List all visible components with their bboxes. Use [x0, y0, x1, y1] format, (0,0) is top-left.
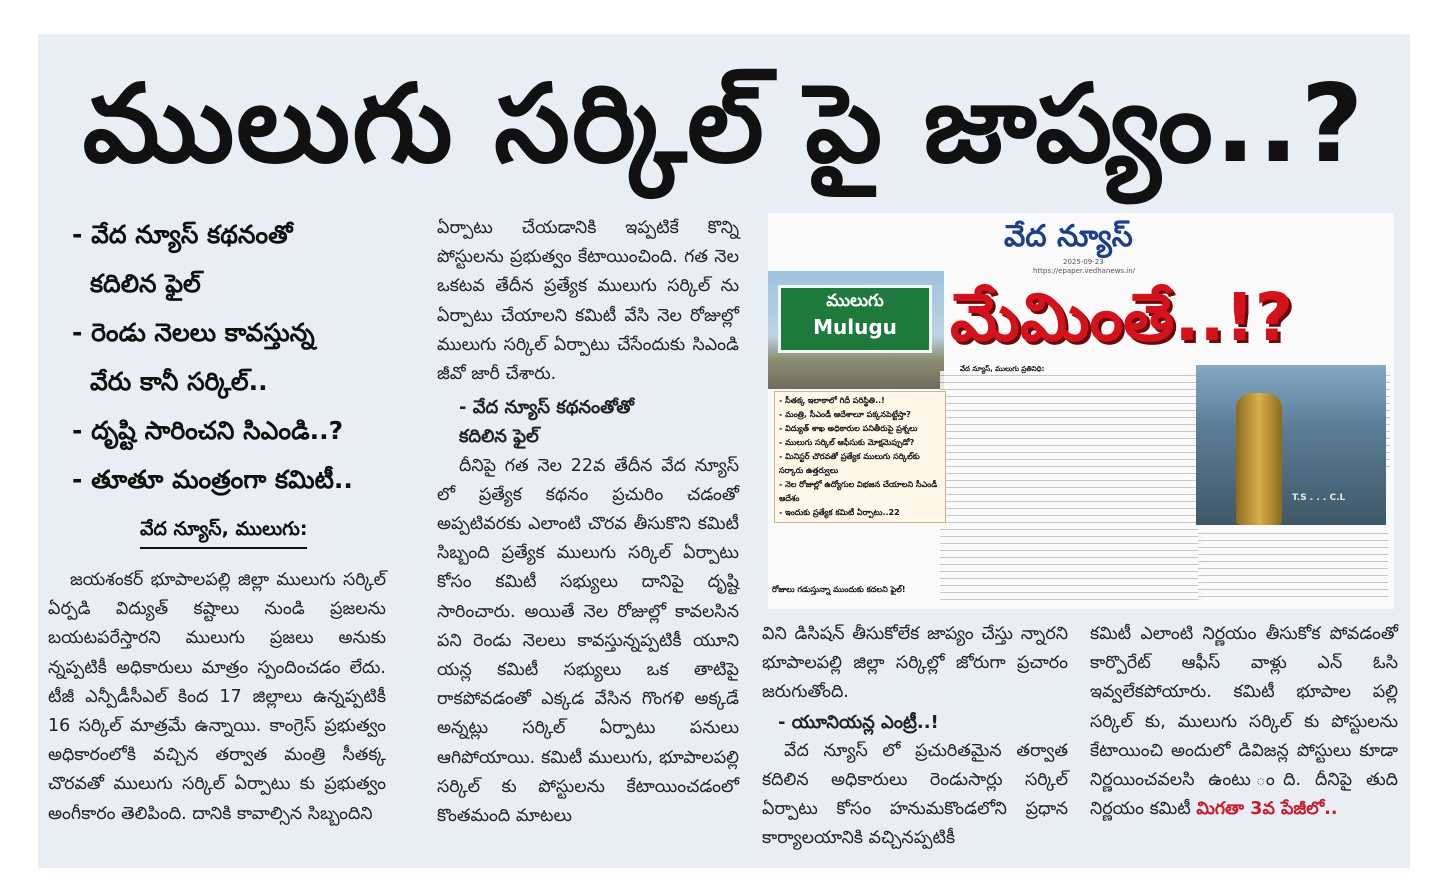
clipping-bullet: - సీతక్క ఇలాకాలో గిదీ పరిస్థితి..!: [779, 396, 885, 405]
article-column-4: [1090, 620, 1398, 824]
clipping-date: 2025-09-23: [1063, 258, 1104, 266]
paragraph: వేద న్యూస్ లో ప్రచురితమైన తర్వాత కదిలిన అధికారులు రెండుసార్లు సర్కిల్ ఏర్పాటు కోసం హనుమకొండలోని ప్రధాన కార్యాలయానికి వచ్చినప్పటికీ: [762, 740, 1068, 849]
continued-notice: మిగతా 3వ పేజీలో..: [1196, 799, 1338, 820]
bullet-item: - రెండు నెలలు కావస్తున్న: [72, 318, 315, 347]
bullet-item: - దృష్టి సారించని సిఎండి..?: [72, 416, 344, 445]
bullet-list: [72, 210, 412, 504]
clipping-bullet: - నెల రోజుల్లో ఉద్యోగుల విభజన చేయాలని సీఎండీ ఆదేశం: [779, 480, 938, 503]
headline: ములుగు సర్కిల్ పై జాప్యం..?: [82, 62, 1366, 187]
clipping-bullet: - ఇందుకు ప్రత్యేక కమిటీ ఏర్పాటు..22: [779, 508, 900, 517]
paragraph: విని డిసిషన్ తీసుకోలేక జాప్యం చేస్తు న్నారని భూపాలపల్లి జిల్లా సర్కిల్లో జోరుగా ప్రచారం జరుగుతోంది.: [762, 624, 1068, 703]
subheading: - యూనియన్ల ఎంట్రీ..!: [778, 711, 939, 733]
building-sign: T.S . . . C.L: [1292, 493, 1346, 503]
article-column-2: [437, 214, 739, 831]
clipping-body-text: [1198, 529, 1388, 603]
signboard-telugu: ములుగు: [826, 291, 884, 311]
clipping-headline: మేమింతే..!?: [950, 279, 1293, 356]
signboard-photo: [768, 271, 944, 389]
clipping-url: https://epaper.vedhanews.in/: [1033, 267, 1136, 275]
article-column-3: [762, 620, 1068, 854]
clipping-bullet-box: [774, 391, 946, 523]
clipping-bullet: - విద్యుత్ శాఖ అధికారుల పనితీరుపై ప్రశ్నలు: [779, 424, 918, 433]
clipping-body-text: [940, 371, 1202, 603]
clipping-bullet: - ములుగు సర్కిల్ ఆఫీసుకు మోక్షమెప్పుడో?: [779, 438, 915, 447]
newspaper-clipping-image: [768, 213, 1394, 609]
paragraph: ఏర్పాటు చేయడానికి ఇప్పటికే కొన్ని పోస్టులను ప్రభుత్వం కేటాయించింది. గత నెల ఒకటవ తేదీన ప్రత్యేక ములుగు సర్కిల్ ను ఏర్పాటు చేయాలని కమిటీ వేసి నెల రోజుల్లో ములుగు సర్కిల్ ఏర్పాటు చేసేందుకు సిఎండి జీవో జారీ చేశారు.: [437, 218, 739, 385]
clipping-logo: వేద న్యూస్: [1004, 219, 1133, 254]
bullet-item: - వేద న్యూస్ కథనంతో: [72, 220, 293, 249]
clipping-bullet: - మినిస్టర్ చొరవతో ప్రత్యేక ములుగు సర్కిల్‌కు సర్కారు ఉత్తర్వులు: [779, 452, 920, 475]
subheading: కదిలిన ఫైల్: [459, 426, 539, 448]
signboard-english: Mulugu: [813, 315, 897, 339]
building-photo: [1196, 365, 1386, 525]
subheading: - వేద న్యూస్ కథనంతోతో: [459, 397, 634, 419]
clipping-footer: రోజులు గడుస్తున్నా ముందుకు కదలని ఫైల్!: [772, 585, 906, 594]
clipping-bullet: - మంత్రి, సీఎండీ ఆదేశాలూ పక్కనపెట్టేస్తా?: [779, 410, 911, 419]
article-column-1: జయశంకర్ భూపాలపల్లి జిల్లా ములుగు సర్కిల్ ఏర్పడి విద్యుత్ కష్టాలు నుండి ప్రజలను బయటపరేస్తారని ములుగు ప్రజలు అనుకు న్నప్పటికీ అధికారులు మాత్రం స్పందించడం లేదు. టీజీ ఎన్పీడీసీఎల్ కింద 17 జిల్లాలు ఉన్నప్పటికీ 16 సర్కిల్ మాత్రమే ఉన్నాయి. కాంగ్రెస్ ప్రభుత్వం అధికారంలోకి వచ్చిన తర్వాత మంత్రి సీతక్క చొరవతో ములుగు సర్కిల్ ఏర్పాటు కు ప్రభుత్వం అంగీకారం తెలిపింది. దానికి కావాల్సిన సిబ్బందిని: [48, 570, 386, 824]
byline: వేద న్యూస్, ములుగు:: [140, 518, 307, 549]
bullet-item: కదిలిన ఫైల్: [90, 269, 201, 298]
hand-sculpture: [1236, 393, 1282, 525]
paragraph: కమిటీ ఎలాంటి నిర్ణయం తీసుకోక పోవడంతో కార్పొరేట్ ఆఫీస్ వాళ్లు ఎన్ ఓసి ఇవ్వలేకపోయారు. కమిటీ భూపాల పల్లి సర్కిల్ కు, ములుగు సర్కిల్ కు పోస్టులను కేటాయించి అందులో డివిజన్ల పోస్టులు కూడా నిర్ణయించవలసి ఉంటు ంది. దీనిపై తుది నిర్ణయం కమిటీ: [1090, 624, 1398, 820]
bullet-item: వేరు కానీ సర్కిల్..: [90, 367, 268, 396]
mulugu-signboard: [778, 285, 932, 353]
paragraph: దీనిపై గత నెల 22వ తేదీన వేద న్యూస్ లో ప్రత్యేక కథనం ప్రచురిం చడంతో అప్పటివరకు ఎలాంటి చొరవ తీసుకొని కమిటీ సిబ్బంది ప్రత్యేక ములుగు సర్కిల్ ఏర్పాటు కోసం కమిటీ సభ్యులు దానిపై దృష్టి సారించారు. అయితే నెల రోజుల్లో కావలసిన పని రెండు నెలలు కావస్తున్నప్పటికీ యూని యన్ల కమిటీ సభ్యులు ఒక తాటిపై రాకపోవడంతో ఎక్కడ వేసిన గొంగళి అక్కడే అన్నట్లు సర్కిల్ ఏర్పాటు పనులు ఆగిపోయాయి. కమిటీ ములుగు, భూపాలపల్లి సర్కిల్ కు పోస్టులను కేటాయించడంలో కొంతమంది మాటలు: [437, 455, 739, 827]
clipping-lead: వేద న్యూస్, ములుగు ప్రతినిధి:: [960, 365, 1045, 373]
bullet-item: - తూతూ మంత్రంగా కమిటీ..: [72, 465, 353, 494]
